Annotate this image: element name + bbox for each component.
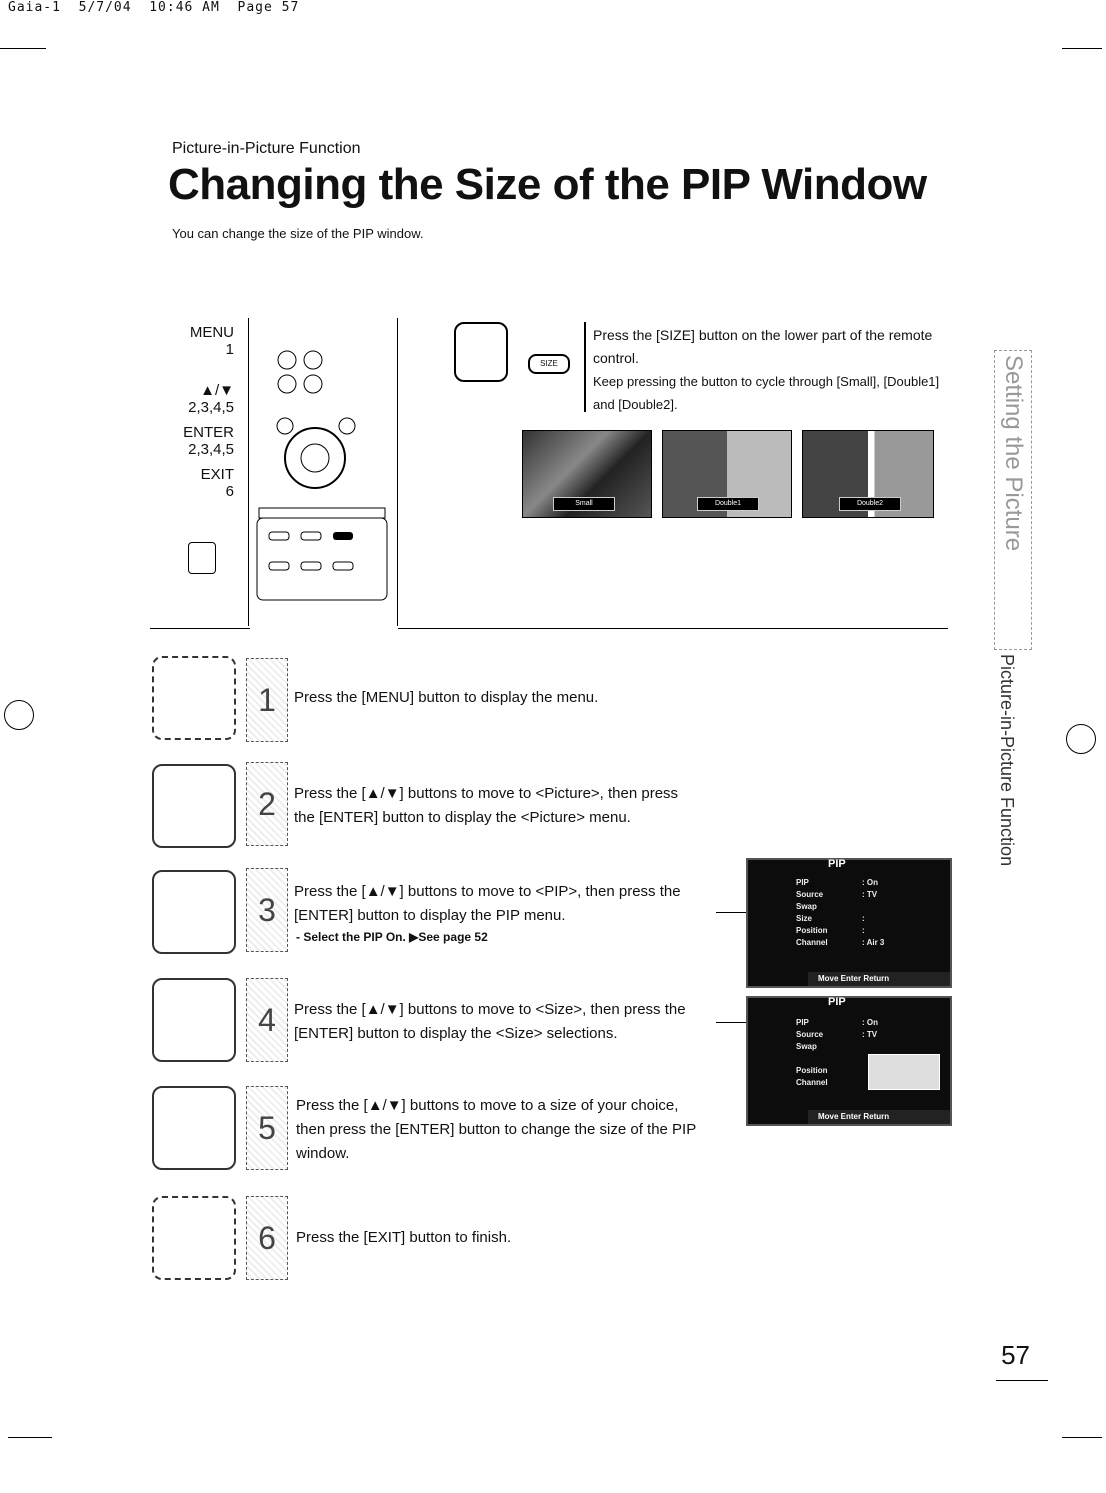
step-number: 6 [246,1196,288,1280]
step-number: 1 [246,658,288,742]
menu-row-value: : Air 3 [862,938,885,947]
pip-mode-label: Double1 [697,497,759,511]
pip-thumbnail-small [522,430,652,518]
print-header: Gaia-1 5/7/04 10:46 AM Page 57 [8,0,300,15]
menu-row-value: : On [862,1018,878,1027]
page-number: 57 [1001,1340,1030,1370]
chapter-tab: Setting the Picture [994,350,1032,650]
remote-label-exit: EXIT [200,466,234,483]
remote-label-updown: ▲/▼ [200,382,234,399]
registration-mark [4,700,34,730]
crop-mark [0,48,46,49]
menu-row-value: : TV [862,890,878,899]
menu-row-label: PIP [796,878,809,887]
step-6-text: Press the [EXIT] button to finish. [296,1229,512,1246]
step-number: 3 [246,868,288,952]
step-3-note: - Select the PIP On. ▶See page 52 [296,930,488,944]
dpad-illustration [152,978,236,1062]
menu-title: PIP [828,858,846,870]
pip-menu-screen-2 [746,996,952,1126]
remote-label-step: 1 [225,341,234,358]
page-number-rule [996,1380,1048,1381]
panel-base-line [398,628,948,629]
menu-row-label: PIP [796,1018,809,1027]
page-title: Changing the Size of the PIP Window [168,160,927,209]
menu-connector-line [716,912,746,913]
crop-mark [8,1437,52,1438]
size-button-icon [188,542,216,574]
step-1-text: Press the [MENU] button to display the menu. [294,689,599,706]
page-subtitle: You can change the size of the PIP window. [172,226,424,241]
menu-footer: Move Enter Return [808,972,950,986]
remote-label-menu: MENU [189,324,234,341]
pip-thumbnail-double2 [802,430,934,518]
step-4-text: Press the [▲/▼] buttons to move to <Size>, then press the [ENTER] button to display the <Size> selections. [294,1001,686,1042]
exit-button-illustration [152,1196,236,1280]
menu-row-label: Source [796,1030,824,1039]
menu-row-value: : TV [862,1030,878,1039]
remote-illustration [248,318,398,626]
instruction-divider [584,322,586,412]
menu-row-label: Source [796,890,824,899]
hand-press-icon [454,322,508,382]
menu-row-label: Size [796,914,813,923]
menu-button-illustration [152,656,236,740]
menu-row-label: Channel [796,1078,828,1087]
dpad-illustration [152,764,236,848]
pip-menu-screen-1 [746,858,952,988]
menu-row-label: Swap [796,902,817,911]
menu-title: PIP [828,996,846,1008]
menu-row-label: Channel [796,938,828,947]
menu-row-value: : On [862,878,878,887]
section-label: Picture-in-Picture Function [172,140,361,157]
menu-row-label: Swap [796,1042,817,1051]
step-2-text: Press the [▲/▼] buttons to move to <Picture>, then press the [ENTER] button to display the <Picture> menu. [294,785,679,826]
menu-row-value: : [862,914,865,923]
remote-label-enter: ENTER [183,424,234,441]
step-number: 2 [246,762,288,846]
crop-mark [1062,48,1102,49]
remote-base-line [150,628,250,629]
registration-mark [1066,724,1096,754]
pip-mode-label: Double2 [839,497,901,511]
size-selection-popup [868,1054,940,1090]
pip-mode-label: Small [553,497,615,511]
menu-row-value: : [862,926,865,935]
remote-label-step: 2,3,4,5 [188,441,234,458]
step-5-text: Press the [▲/▼] buttons to move to a size of your choice, then press the [ENTER] button to change the size of the PIP window. [296,1097,696,1162]
size-button: SIZE [528,354,570,374]
dpad-illustration [152,870,236,954]
size-instruction [593,324,943,416]
menu-footer: Move Enter Return [808,1110,950,1124]
step-3-text: Press the [▲/▼] buttons to move to <PIP>, then press the [ENTER] button to display the PIP menu. [294,883,681,924]
pip-thumbnail-double1 [662,430,792,518]
step-number: 5 [246,1086,288,1170]
menu-row-label: Position [796,926,828,935]
instruction-line1: Press the [SIZE] button on the lower part of the remote control. [593,327,933,366]
crop-mark [1062,1437,1102,1438]
remote-label-step: 6 [225,483,234,500]
remote-label-step: 2,3,4,5 [188,399,234,416]
step-number: 4 [246,978,288,1062]
menu-row-label: Position [796,1066,828,1075]
instruction-line2: Keep pressing the button to cycle through [Small], [Double1] and [Double2]. [593,374,940,412]
dpad-illustration [152,1086,236,1170]
menu-connector-line [716,1022,746,1023]
section-tab: Picture-in-Picture Function [997,654,1017,867]
